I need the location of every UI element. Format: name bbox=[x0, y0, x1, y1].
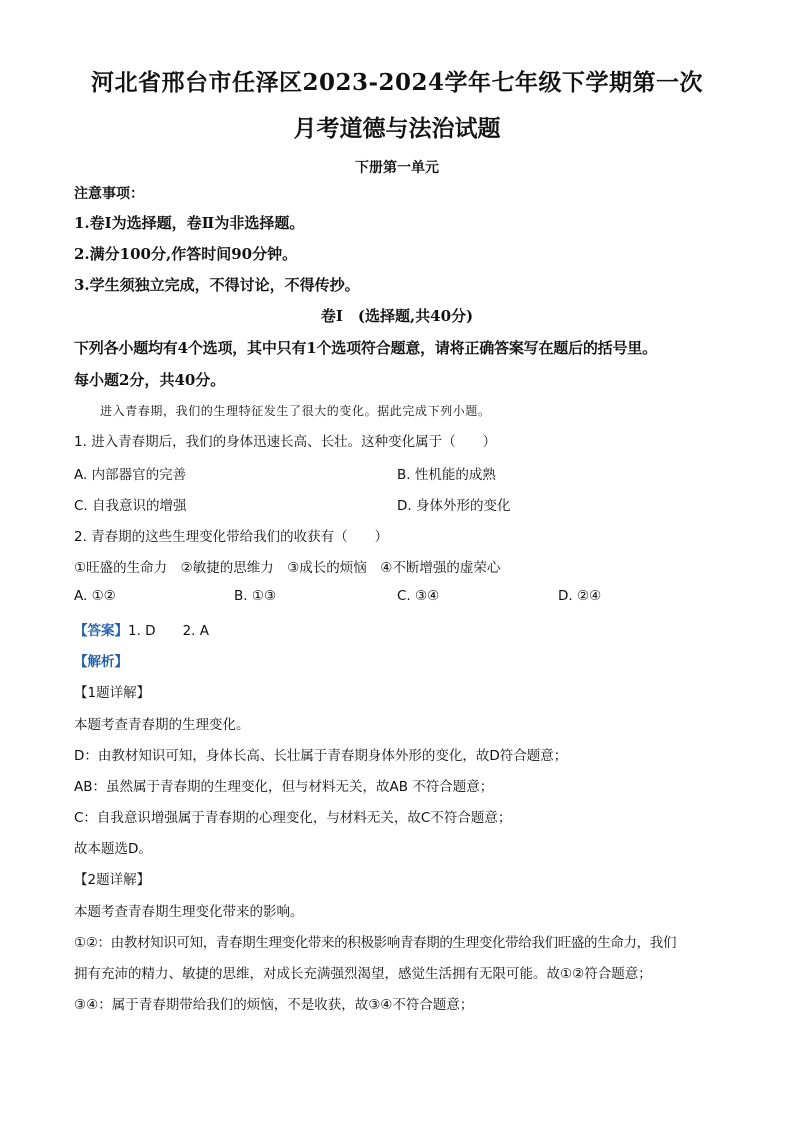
q2-analysis-line-1: 本题考查青春期生理变化带来的影响。 bbox=[74, 904, 304, 920]
q2-analysis-line-3: 拥有充沛的精力、敏捷的思维，对成长充满强烈渴望，感觉生活拥有无限可能。故①②符合题意； bbox=[74, 966, 652, 982]
q1-option-b: B. 性机能的成熟 bbox=[397, 467, 496, 483]
q1-option-a: A. 内部器官的完善 bbox=[74, 467, 187, 483]
q2-option-b: B. ①③ bbox=[234, 588, 277, 604]
section-instruction-2: 每小题2分，共40分。 bbox=[74, 371, 226, 389]
exam-title-line1: 河北省邢台市任泽区2023-2024学年七年级下学期第一次 bbox=[90, 69, 704, 96]
q2-analysis-line-4: ③④：属于青春期带给我们的烦恼，不是收获，故③④不符合题意； bbox=[74, 997, 474, 1013]
q2-option-c: C. ③④ bbox=[397, 588, 440, 604]
q2-option-d: D. ②④ bbox=[558, 588, 602, 604]
q1-analysis-heading: 【1题详解】 bbox=[74, 685, 151, 701]
q1-stem: 1. 进入青春期后，我们的身体迅速长高、长壮。这种变化属于（ ） bbox=[74, 434, 497, 450]
exam-title-line2: 月考道德与法治试题 bbox=[293, 115, 501, 142]
q1-analysis-line-2: D：由教材知识可知，身体长高、长壮属于青春期身体外形的变化，故D符合题意； bbox=[74, 748, 568, 764]
analysis-label: 【解析】 bbox=[74, 654, 128, 670]
q1-analysis-line-3: AB：虽然属于青春期的生理变化，但与材料无关，故AB 不符合题意； bbox=[74, 779, 494, 795]
section-instruction-1: 下列各小题均有4个选项，其中只有1个选项符合题意，请将正确答案写在题后的括号里。 bbox=[74, 339, 657, 357]
q1-option-d: D. 身体外形的变化 bbox=[397, 498, 511, 514]
notes-heading: 注意事项： bbox=[74, 186, 144, 202]
question-intro: 进入青春期，我们的生理特征发生了很大的变化。据此完成下列小题。 bbox=[100, 404, 491, 418]
q2-option-a: A. ①② bbox=[74, 588, 116, 604]
exam-subtitle: 下册第一单元 bbox=[355, 160, 439, 176]
q1-analysis-line-4: C：自我意识增强属于青春期的心理变化，与材料无关，故C不符合题意； bbox=[74, 810, 512, 826]
q1-option-c: C. 自我意识的增强 bbox=[74, 498, 187, 514]
q2-analysis-heading: 【2题详解】 bbox=[74, 872, 151, 888]
q2-analysis-line-2: ①②：由教材知识可知，青春期生理变化带来的积极影响青春期的生理变化带给我们旺盛的生命力，我们 bbox=[74, 935, 677, 951]
note-item-1: 1.卷Ⅰ为选择题，卷Ⅱ为非选择题。 bbox=[74, 214, 305, 232]
answer-value: 1. D 2. A bbox=[128, 623, 209, 639]
answer-line bbox=[74, 619, 209, 639]
q1-analysis-line-1: 本题考查青春期的生理变化。 bbox=[74, 717, 250, 733]
section-title: 卷Ⅰ (选择题,共40分) bbox=[320, 307, 474, 325]
note-item-2: 2.满分100分,作答时间90分钟。 bbox=[74, 245, 298, 263]
q2-items: ①旺盛的生命力 ②敏捷的思维力 ③成长的烦恼 ④不断增强的虚荣心 bbox=[74, 560, 501, 576]
note-item-3: 3.学生须独立完成，不得讨论，不得传抄。 bbox=[74, 276, 360, 294]
q2-stem: 2. 青春期的这些生理变化带给我们的收获有（ ） bbox=[74, 529, 389, 545]
q1-analysis-line-5: 故本题选D。 bbox=[74, 841, 152, 857]
answer-label: 【答案】 bbox=[74, 623, 128, 639]
